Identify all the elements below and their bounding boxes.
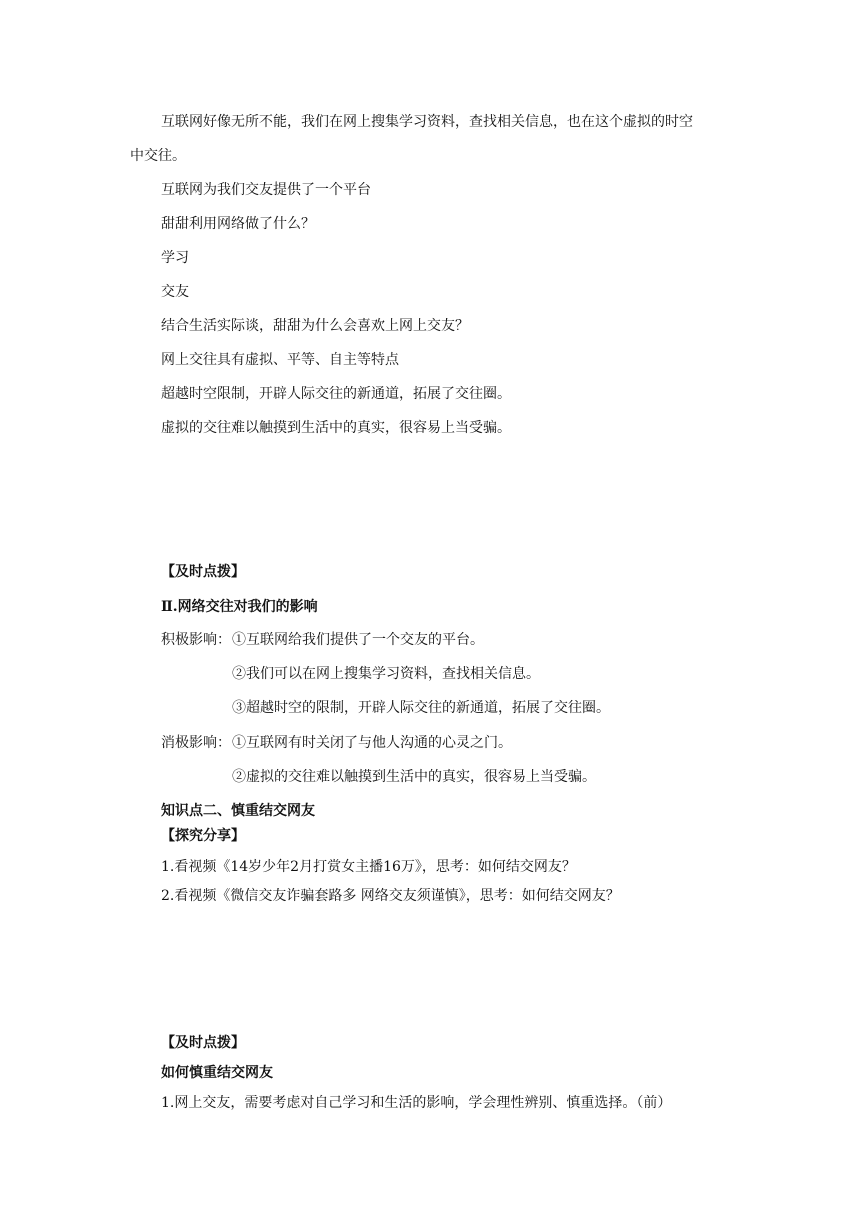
negative-item: ②虚拟的交往难以触摸到生活中的真实，很容易上当受骗。 xyxy=(232,769,596,785)
intro-line: 甜甜利用网络做了什么？ xyxy=(161,216,315,232)
section-subheading: 如何慎重结交网友 xyxy=(161,1065,273,1081)
intro-line: 交友 xyxy=(161,284,189,300)
positive-item: ②我们可以在网上搜集学习资料，查找相关信息。 xyxy=(232,666,540,682)
positive-item: ③超越时空的限制，开辟人际交往的新通道，拓展了交往圈。 xyxy=(232,700,610,716)
intro-paragraph-line: 互联网好像无所不能，我们在网上搜集学习资料，查找相关信息，也在这个虚拟的时空 xyxy=(161,114,693,130)
positive-label: 积极影响： xyxy=(161,632,231,648)
intro-line: 虚拟的交往难以触摸到生活中的真实，很容易上当受骗。 xyxy=(161,420,511,436)
explore-item: 2.看视频《微信交友诈骗套路多 网络交友须谨慎》，思考：如何结交网友？ xyxy=(161,888,620,904)
intro-line: 超越时空限制，开辟人际交往的新通道，拓展了交往圈。 xyxy=(161,386,511,402)
explore-item: 1.看视频《14岁少年2月打赏女主播16万》，思考：如何结交网友？ xyxy=(161,859,576,875)
intro-line: 互联网为我们交友提供了一个平台 xyxy=(161,182,371,198)
intro-paragraph-line: 中交往。 xyxy=(130,148,186,164)
negative-label: 消极影响： xyxy=(161,735,231,751)
explore-heading: 【探究分享】 xyxy=(161,828,245,844)
intro-line: 结合生活实际谈，甜甜为什么会喜欢上网上交友？ xyxy=(161,318,469,334)
positive-item: ①互联网给我们提供了一个交友的平台。 xyxy=(232,632,484,648)
tip-item: 1.网上交友，需要考虑对自己学习和生活的影响，学会理性辨别、慎重选择。（前） xyxy=(161,1095,672,1111)
intro-line: 网上交往具有虚拟、平等、自主等特点 xyxy=(161,352,399,368)
tip-heading: 【及时点拨】 xyxy=(161,1035,245,1051)
knowledge-point-heading: 知识点二、慎重结交网友 xyxy=(161,803,315,819)
section-subheading: Ⅱ.网络交往对我们的影响 xyxy=(161,599,318,615)
negative-item: ①互联网有时关闭了与他人沟通的心灵之门。 xyxy=(232,735,512,751)
intro-line: 学习 xyxy=(161,250,189,266)
tip-heading: 【及时点拨】 xyxy=(161,564,245,580)
